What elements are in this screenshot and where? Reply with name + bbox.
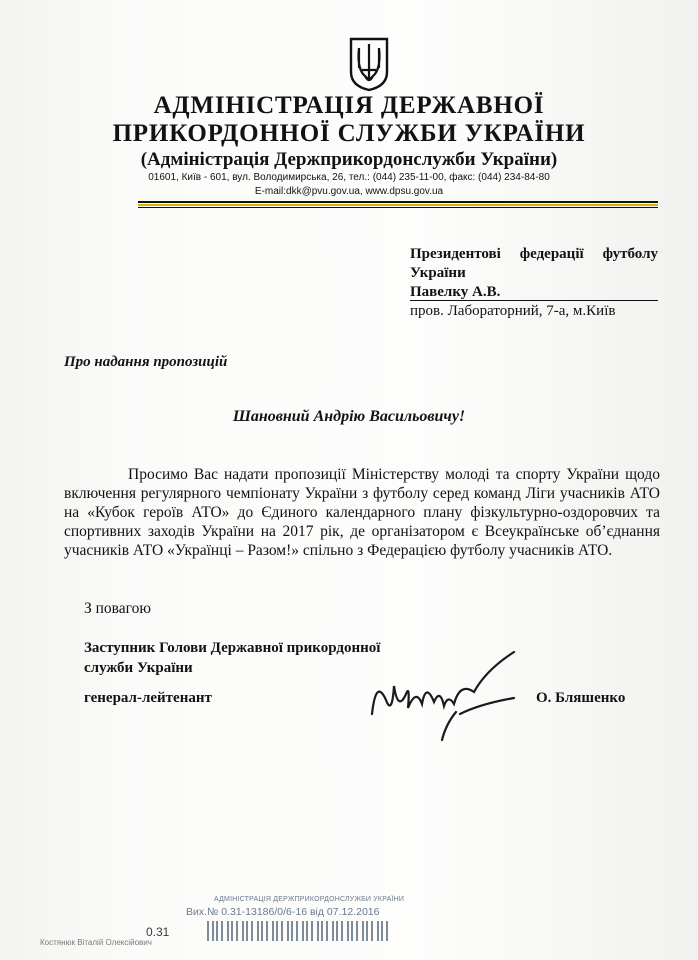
org-title-line2: ПРИКОРДОННОЇ СЛУЖБИ УКРАЇНИ xyxy=(112,120,586,147)
stamp-org: АДМІНІСТРАЦІЯ ДЕРЖПРИКОРДОНСЛУЖБИ УКРАЇНИ xyxy=(214,896,405,903)
letter-salutation: Шановний Андрію Васильовичу! xyxy=(232,408,466,425)
header-rule-gold xyxy=(138,204,658,206)
header-rule xyxy=(138,201,658,203)
trident-icon xyxy=(347,36,391,92)
org-contacts: E-mail:dkk@pvu.gov.ua, www.dpsu.gov.ua xyxy=(254,186,444,197)
stamp-code: 0.31 xyxy=(146,925,170,939)
recipient-line1: Президентові федерації футболу xyxy=(410,246,658,262)
letter-subject: Про надання пропозицій xyxy=(64,354,228,370)
signatory-name: О. Бляшенко xyxy=(536,690,626,706)
org-short-name: (Адміністрація Держприкордонслужби України) xyxy=(140,149,558,170)
recipient-block xyxy=(410,245,658,321)
signatory-title-line2: служби України xyxy=(84,660,193,676)
stamp-executor: Костянюк Віталій Олексійович xyxy=(40,938,152,947)
org-title-line1: АДМІНІСТРАЦІЯ ДЕРЖАВНОЇ xyxy=(153,92,545,119)
bleed-through-stamp xyxy=(530,835,621,877)
barcode-icon xyxy=(206,921,390,941)
recipient-underline xyxy=(410,300,658,301)
signature-icon xyxy=(364,648,524,744)
signatory-title xyxy=(84,638,380,678)
recipient-name: Павелку А.В. xyxy=(410,284,501,300)
org-address: 01601, Київ - 601, вул. Володимирська, 26, тел.: (044) 235-11-00, факс: (044) 234-84-80 xyxy=(148,172,550,183)
letter-body: Просимо Вас надати пропозиції Міністерству молоді та спорту України щодо включення регулярного чемпіонату України з футболу серед команд Ліги учасників АТО на «Кубок героїв АТО» до Єдиного календарного плану фізкультурно-оздоровчих та спортивних заходів України на 2017 рік, де організатором є Всеукраїнське об’єднання учасників АТО «Українці – Разом!» спільно з Федерацією футболу учасників АТО. xyxy=(64,466,660,559)
recipient-line2: України xyxy=(410,265,466,281)
signatory-rank: генерал-лейтенант xyxy=(84,690,212,706)
header-rule-thin xyxy=(138,207,658,208)
signatory-title-line1: Заступник Голови Державної прикордонної xyxy=(84,640,381,656)
stamp-outgoing: Вих.№ 0.31-13186/0/6-16 від 07.12.2016 xyxy=(186,906,380,918)
recipient-address: пров. Лабораторний, 7-а, м.Київ xyxy=(410,303,616,319)
letter-closing: З повагою xyxy=(84,600,151,617)
